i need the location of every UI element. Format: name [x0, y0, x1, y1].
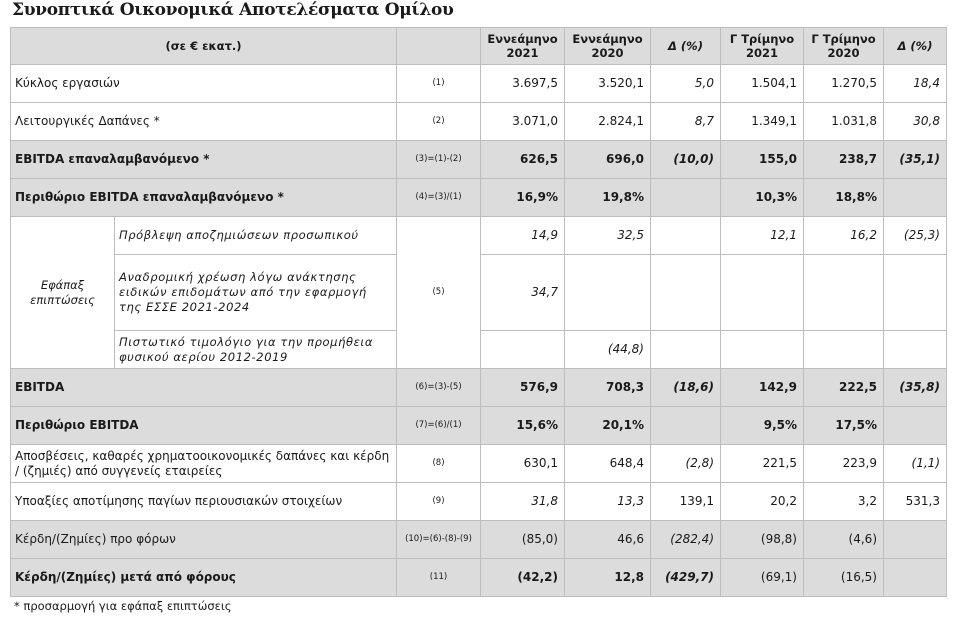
row-ref: (11)	[397, 559, 481, 597]
row-label: Λειτουργικές Δαπάνες *	[11, 103, 397, 141]
cell-delta-9m: (10,0)	[651, 141, 721, 179]
cell-delta-9m: (282,4)	[651, 521, 721, 559]
cell-delta-9m: 8,7	[651, 103, 721, 141]
cell-q3-2020: 1.031,8	[804, 103, 884, 141]
row-ref: (4)=(3)/(1)	[397, 179, 481, 217]
table-row	[11, 559, 947, 597]
cell-9m-2020: 648,4	[565, 445, 651, 483]
cell-q3-2021: 155,0	[721, 141, 804, 179]
cell-q3-2020: 17,5%	[804, 407, 884, 445]
cell-delta-q3	[884, 179, 947, 217]
financial-results-table	[10, 27, 947, 597]
cell-9m-2020: 19,8%	[565, 179, 651, 217]
row-ref: (8)	[397, 445, 481, 483]
row-ref: (2)	[397, 103, 481, 141]
cell-q3-2020	[804, 255, 884, 331]
cell-delta-q3: 18,4	[884, 65, 947, 103]
table-row	[11, 521, 947, 559]
cell-q3-2020: (4,6)	[804, 521, 884, 559]
cell-9m-2020: 12,8	[565, 559, 651, 597]
header-delta-q3: Δ (%)	[884, 28, 947, 65]
cell-delta-9m	[651, 217, 721, 255]
cell-delta-9m: (429,7)	[651, 559, 721, 597]
row-ref: (9)	[397, 483, 481, 521]
row-label: EBITDA	[11, 369, 397, 407]
cell-q3-2020: 238,7	[804, 141, 884, 179]
cell-delta-q3: (35,1)	[884, 141, 947, 179]
row-label: Περιθώριο EBITDA	[11, 407, 397, 445]
header-delta-9m: Δ (%)	[651, 28, 721, 65]
cell-q3-2020	[804, 331, 884, 369]
row-ref: (7)=(6)/(1)	[397, 407, 481, 445]
cell-9m-2020: 708,3	[565, 369, 651, 407]
cell-9m-2021: 3.071,0	[481, 103, 565, 141]
row-label: Περιθώριο EBITDA επαναλαμβανόμενο *	[11, 179, 397, 217]
cell-q3-2020: 1.270,5	[804, 65, 884, 103]
cell-9m-2021: 31,8	[481, 483, 565, 521]
cell-q3-2021: 20,2	[721, 483, 804, 521]
table-row	[11, 483, 947, 521]
row-label: Κέρδη/(Ζημίες) προ φόρων	[11, 521, 397, 559]
table-row	[11, 141, 947, 179]
header-q3-2020: Γ Τρίμηνο 2020	[804, 28, 884, 65]
cell-9m-2021: 3.697,5	[481, 65, 565, 103]
cell-q3-2020: 3,2	[804, 483, 884, 521]
cell-9m-2020: 13,3	[565, 483, 651, 521]
cell-delta-9m	[651, 331, 721, 369]
cell-q3-2021	[721, 331, 804, 369]
footnote: * προσαρμογή για εφάπαξ επιπτώσεις	[14, 599, 232, 613]
cell-delta-q3	[884, 255, 947, 331]
cell-q3-2020: (16,5)	[804, 559, 884, 597]
cell-9m-2021	[481, 331, 565, 369]
cell-q3-2020: 223,9	[804, 445, 884, 483]
cell-delta-9m: (2,8)	[651, 445, 721, 483]
cell-q3-2020: 16,2	[804, 217, 884, 255]
page-title: Συνοπτικά Οικονομικά Αποτελέσματα Ομίλου	[12, 0, 454, 20]
cell-delta-q3	[884, 521, 947, 559]
cell-9m-2020: 32,5	[565, 217, 651, 255]
table-row	[11, 179, 947, 217]
cell-delta-q3: 531,3	[884, 483, 947, 521]
cell-delta-q3	[884, 559, 947, 597]
row-sublabel: Πρόβλεψη αποζημιώσεων προσωπικού	[115, 217, 397, 255]
cell-9m-2021: 14,9	[481, 217, 565, 255]
cell-delta-9m: (18,6)	[651, 369, 721, 407]
header-9m-2020: Εννεάμηνο 2020	[565, 28, 651, 65]
cell-delta-q3	[884, 407, 947, 445]
row-label: Υποαξίες αποτίμησης παγίων περιουσιακών στοιχείων	[11, 483, 397, 521]
cell-9m-2020: (44,8)	[565, 331, 651, 369]
cell-9m-2020	[565, 255, 651, 331]
cell-q3-2021: 1.349,1	[721, 103, 804, 141]
row-ref: (6)=(3)-(5)	[397, 369, 481, 407]
cell-9m-2021: 626,5	[481, 141, 565, 179]
header-row	[11, 28, 947, 65]
cell-delta-q3: (1,1)	[884, 445, 947, 483]
cell-9m-2021: 630,1	[481, 445, 565, 483]
cell-delta-9m: 5,0	[651, 65, 721, 103]
row-ref: (5)	[397, 217, 481, 369]
cell-9m-2020: 696,0	[565, 141, 651, 179]
row-ref: (1)	[397, 65, 481, 103]
cell-9m-2021: (85,0)	[481, 521, 565, 559]
cell-9m-2020: 3.520,1	[565, 65, 651, 103]
cell-q3-2021: (98,8)	[721, 521, 804, 559]
row-label: Αποσβέσεις, καθαρές χρηματοοικονομικές δαπάνες και κέρδη / (ζημιές) από συγγενείς εταιρείες	[11, 445, 397, 483]
table-row	[11, 103, 947, 141]
cell-q3-2021: 9,5%	[721, 407, 804, 445]
cell-delta-q3: (35,8)	[884, 369, 947, 407]
cell-9m-2021: 576,9	[481, 369, 565, 407]
cell-q3-2021: 10,3%	[721, 179, 804, 217]
row-ref: (10)=(6)-(8)-(9)	[397, 521, 481, 559]
cell-9m-2021: 15,6%	[481, 407, 565, 445]
row-label: Κέρδη/(Ζημίες) μετά από φόρους	[11, 559, 397, 597]
cell-9m-2020: 2.824,1	[565, 103, 651, 141]
header-units: (σε € εκατ.)	[11, 28, 397, 65]
cell-q3-2021: 142,9	[721, 369, 804, 407]
table-row	[11, 407, 947, 445]
cell-q3-2021: 221,5	[721, 445, 804, 483]
cell-delta-9m	[651, 255, 721, 331]
cell-9m-2020: 46,6	[565, 521, 651, 559]
cell-delta-9m: 139,1	[651, 483, 721, 521]
cell-delta-q3: (25,3)	[884, 217, 947, 255]
cell-9m-2020: 20,1%	[565, 407, 651, 445]
cell-delta-9m	[651, 179, 721, 217]
cell-9m-2021: (42,2)	[481, 559, 565, 597]
row-sublabel: Πιστωτικό τιμολόγιο για την προμήθεια φυσικού αερίου 2012-2019	[115, 331, 397, 369]
cell-q3-2021	[721, 255, 804, 331]
row-label: EBITDA επαναλαμβανόμενο *	[11, 141, 397, 179]
row-ref: (3)=(1)-(2)	[397, 141, 481, 179]
row-label: Κύκλος εργασιών	[11, 65, 397, 103]
cell-delta-9m	[651, 407, 721, 445]
table-row	[11, 369, 947, 407]
cell-q3-2021: 1.504,1	[721, 65, 804, 103]
header-q3-2021: Γ Τρίμηνο 2021	[721, 28, 804, 65]
cell-q3-2021: 12,1	[721, 217, 804, 255]
header-9m-2021: Εννεάμηνο 2021	[481, 28, 565, 65]
cell-delta-q3	[884, 331, 947, 369]
cell-q3-2020: 18,8%	[804, 179, 884, 217]
one-off-label: Εφάπαξ επιπτώσεις	[11, 217, 115, 369]
cell-9m-2021: 16,9%	[481, 179, 565, 217]
cell-9m-2021: 34,7	[481, 255, 565, 331]
cell-delta-q3: 30,8	[884, 103, 947, 141]
cell-q3-2021: (69,1)	[721, 559, 804, 597]
table-row	[11, 217, 947, 255]
header-ref-blank	[397, 28, 481, 65]
cell-q3-2020: 222,5	[804, 369, 884, 407]
table-row	[11, 445, 947, 483]
table-row	[11, 65, 947, 103]
row-sublabel: Αναδρομική χρέωση λόγω ανάκτησης ειδικών επιδομάτων από την εφαρμογή της ΕΣΣΕ 2021-2024	[115, 255, 397, 331]
